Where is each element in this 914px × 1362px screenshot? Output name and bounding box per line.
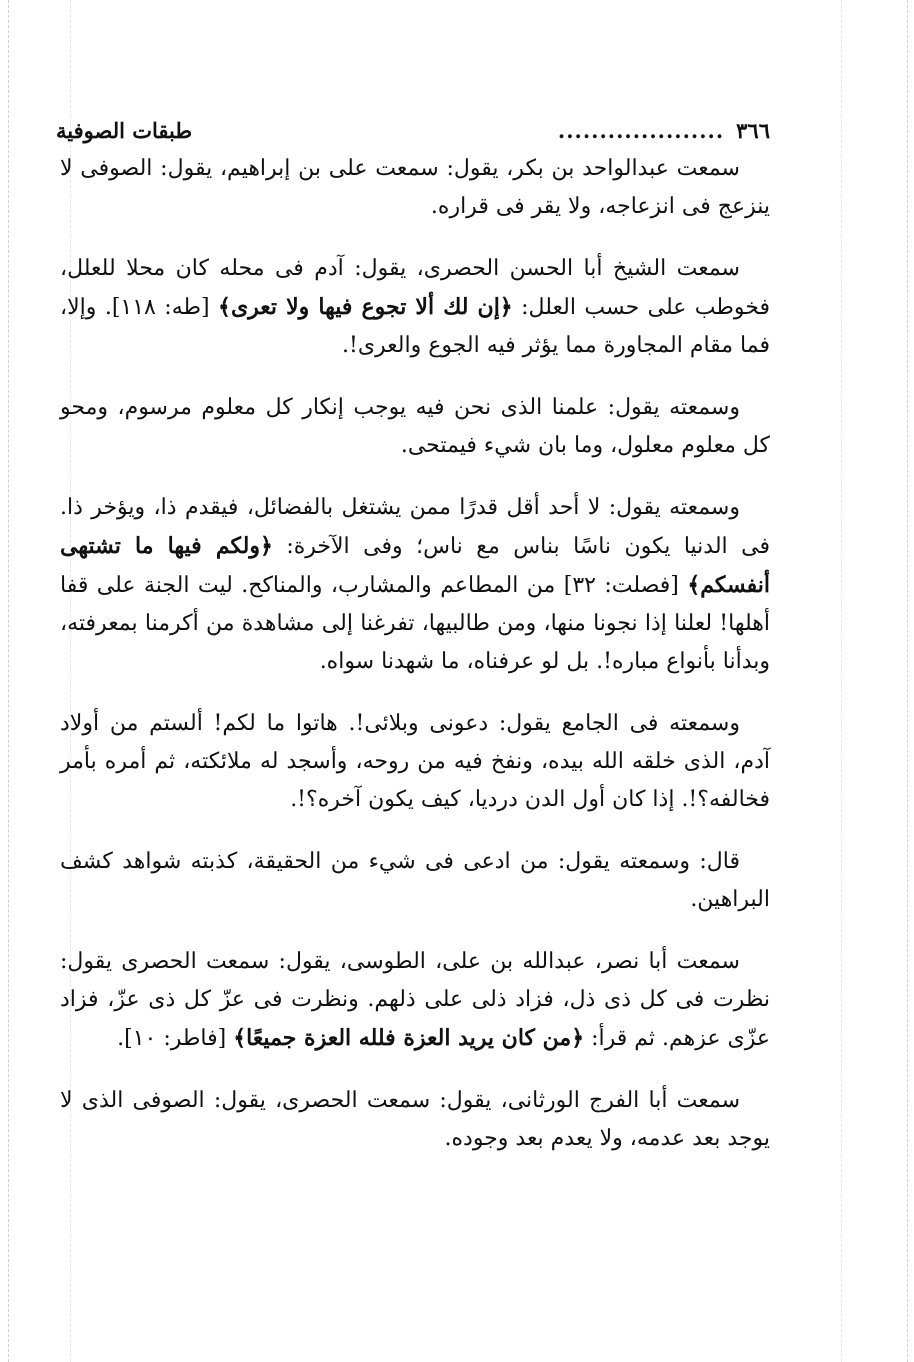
paragraph-text: وسمعته فى الجامع يقول: دعونى وبلائى!. هاتوا ما لكم! ألستم من أولاد آدم، الذى خلقه الله بيده، ونفخ فيه من روحه، وأسجد له ملائكته، ثم أمره بأمر فخالفه؟!. إذا كان أول الدن درديا، كيف يكون آخره؟!.: [60, 711, 770, 812]
paragraph: [60, 150, 770, 226]
quran-verse: ﴿من كان يريد العزة فلله العزة جميعًا﴾: [233, 1025, 585, 1051]
paragraph: [60, 843, 770, 919]
scan-margin-line: [841, 0, 842, 1362]
paragraph: [60, 943, 770, 1058]
paragraph-text: [فاطر: ١٠].: [117, 1026, 234, 1051]
paragraph-text: وسمعته يقول: علمنا الذى نحن فيه يوجب إنكار كل معلوم مرسوم، ومحو كل معلوم معلول، وما بان شيء فيمتحى.: [60, 395, 770, 458]
paragraph-text: [طه: ١١٨]. وإلا، فما مقام المجاورة مما يؤثر فيه الجوع والعرى!.: [60, 295, 770, 358]
paragraph-text: وسمعته يقول: لا أحد أقل قدرًا ممن يشتغل بالفضائل، فيقدم ذا، ويؤخر ذا. فى الدنيا يكون ناسًا بناس مع ناس؛ وفى الآخرة:: [60, 495, 770, 559]
paragraph-text: قال: وسمعته يقول: من ادعى فى شيء من الحقيقة، كذبته شواهد كشف البراهين.: [60, 849, 770, 912]
paragraph-text: سمعت الشيخ أبا الحسن الحصرى، يقول: آدم فى محله كان محلا للعلل، فخوطب على حسب العلل:: [60, 256, 771, 320]
scan-margin-line: [907, 0, 908, 1362]
paragraph: [60, 389, 770, 465]
page-header: [56, 112, 770, 148]
paragraph-text: سمعت أبا الفرج الورثانى، يقول: سمعت الحصرى، يقول: الصوفى الذى لا يوجد بعد عدمه، ولا يعدم بعد وجوده.: [60, 1088, 770, 1151]
paragraph-text: سمعت عبدالواحد بن بكر، يقول: سمعت على بن إبراهيم، يقول: الصوفى لا ينزعج فى انزعاجه، ولا يقر فى قراره.: [60, 156, 770, 219]
paragraph: [60, 1082, 770, 1158]
paragraph: [60, 250, 770, 365]
paragraph-text: [فصلت: ٣٢] من المطاعم والمشارب، والمناكح. ليت الجنة على قفا أهلها! لعلنا إذا نجونا منها، ومن طالبيها، تفرغنا إلى مشاهدة من أكرمنا بمعرفته، وبدأنا بأنواع مباره!. بل لو عرفناه، ما شهدنا سواه.: [60, 573, 770, 674]
quran-verse: ﴿ولكم فيها ما تشتهى أنفسكم﴾: [60, 533, 770, 598]
running-title: طبقات الصوفية: [56, 117, 193, 143]
paragraph: [60, 489, 770, 681]
page-body: [60, 150, 770, 1270]
scan-margin-line: [8, 0, 9, 1362]
quran-verse: ﴿إن لك ألا تجوع فيها ولا تعرى﴾: [218, 294, 513, 320]
paragraph-text: سمعت أبا نصر، عبدالله بن على، الطوسى، يقول: سمعت الحصرى يقول: نظرت فى كل ذى ذل، فزاد ذلى على ذلهم. ونظرت فى عزّ كل ذى عزّ، فزاد عزّى عزهم. ثم قرأ:: [60, 949, 770, 1051]
page-number: ٣٦٦: [736, 117, 770, 143]
header-dot-leader: ....................: [557, 117, 725, 143]
paragraph: [60, 705, 770, 819]
